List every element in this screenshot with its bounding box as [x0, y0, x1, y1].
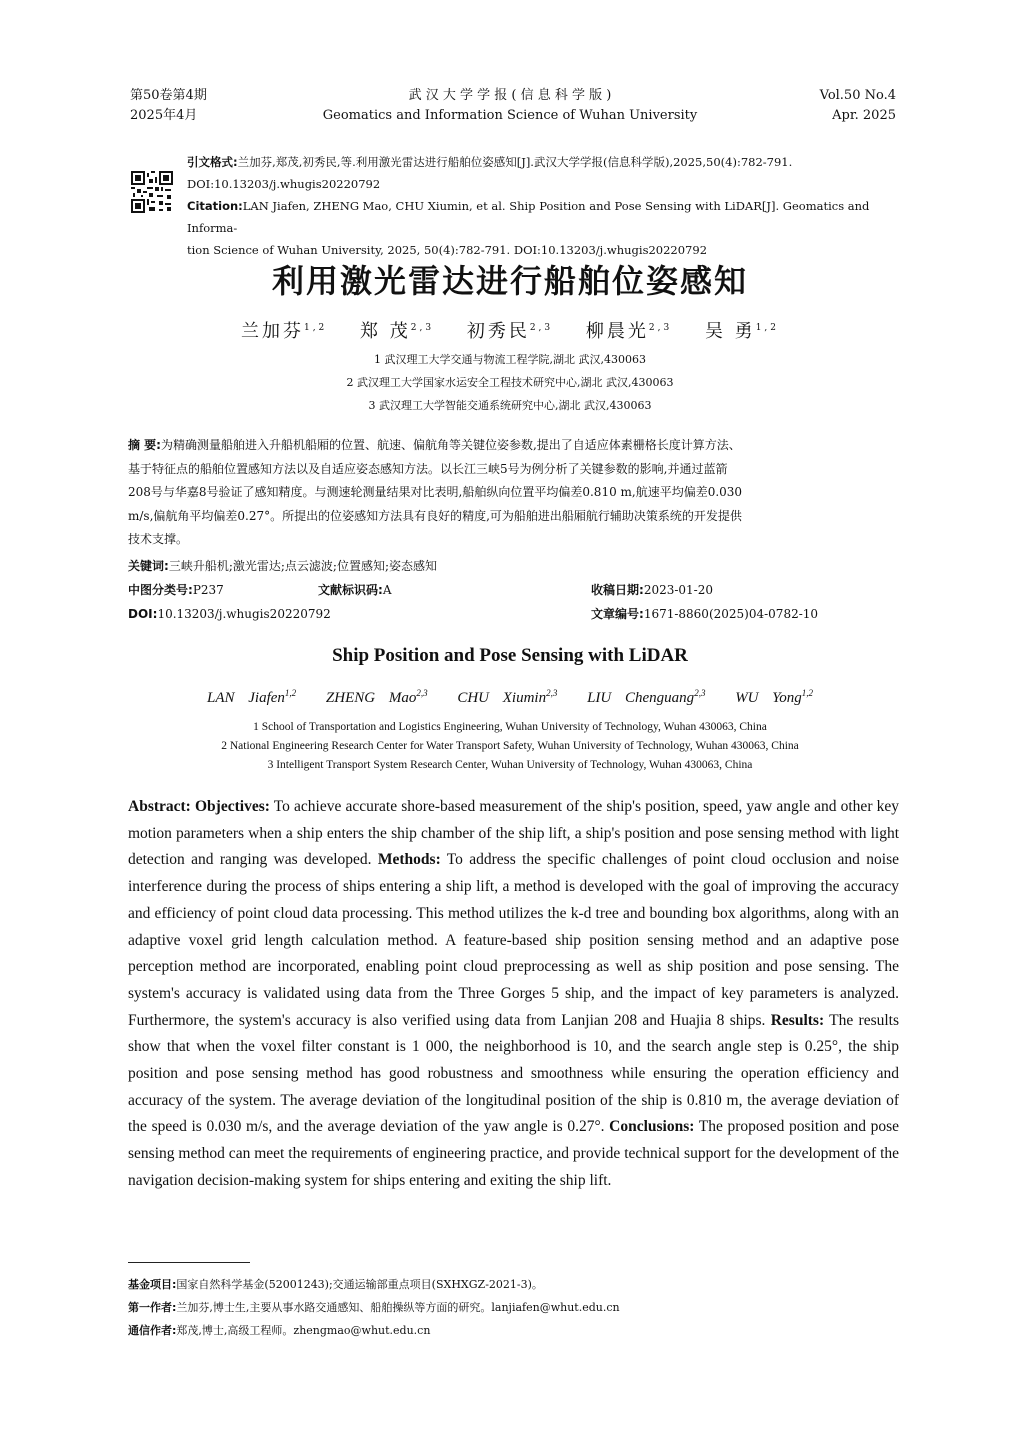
citation-cn-doi: DOI:10.13203/j.whugis20220792: [187, 177, 381, 191]
page-title-en: Ship Position and Pose Sensing with LiDAR: [332, 645, 688, 666]
author-en: WU Yong$^{1,2}$: [735, 688, 813, 706]
journal-en: Geomatics and Information Science of Wuhan University: [322, 108, 698, 123]
meta-row-1: [128, 579, 899, 603]
volume-en: Vol.50 No.4: [819, 88, 896, 103]
volume-cn: 第50卷第4期: [130, 88, 207, 103]
results-text: The results show that when the voxel filter constant is 1 000, the neighborhood is 10, and the search angle step is 0.25°, the ship position and pose sensing method has good robustness and smoothness while ensuring the operation efficiency and accuracy of the system. The average deviation of the longitudinal position of the ship is 0.810 m, the average deviation of the speed is 0.030 m/s, and the average deviation of the yaw angle is 0.27°.: [128, 1011, 899, 1136]
affiliation-cn: 1 武汉理工大学交通与物流工程学院,湖北 武汉,430063: [374, 353, 646, 366]
abstract-cn-line: 208号与华嘉8号验证了感知精度。与测速轮测量结果对比表明,船舶纵向位置平均偏差0.810 m,航速平均偏差0.030: [128, 485, 743, 499]
results-label: Results:: [770, 1011, 825, 1029]
footnote-funding: 基金项目:国家自然科学基金(52001243);交通运输部重点项目(SXHXGZ-2021-3)。: [128, 1278, 543, 1291]
header-center: [300, 86, 720, 126]
header-right: [700, 86, 896, 126]
author-cn: 兰加芬$^{1,2}$: [240, 321, 328, 342]
abstract-cn-line: 技术支撑。: [128, 532, 189, 546]
affiliation-en: 1 School of Transportation and Logistics Engineering, Wuhan University of Technology, Wuhan 430063, China: [253, 721, 767, 733]
affiliation-en: 2 National Engineering Research Center for Water Transport Safety, Wuhan University of Technology, Wuhan 430063, China: [221, 740, 799, 752]
footnote-divider: [128, 1262, 250, 1263]
conclusions-text: The proposed position and pose sensing method can meet the requirements of engineering practice, and provide technical support for the development of the navigation decision-making system for ships entering and exiting the ship lift.: [128, 1118, 899, 1189]
methods-label: Methods:: [377, 851, 441, 869]
keywords-label: 关键词:: [128, 559, 169, 573]
abstract-en: [128, 794, 899, 1195]
authors-cn: [0, 317, 1020, 343]
citation-block: [187, 151, 899, 261]
footnote-corresponding: 通信作者:郑茂,博士,高级工程师。zhengmao@whut.edu.cn: [128, 1324, 431, 1337]
citation-cn-label: 引文格式:: [187, 155, 238, 169]
keywords-text: 三峡升船机;激光雷达;点云滤波;位置感知;姿态感知: [168, 559, 437, 573]
author-cn: 柳晨光$^{2,3}$: [585, 321, 673, 342]
abstract-cn: [128, 434, 899, 552]
doi: DOI:10.13203/j.whugis20220792: [128, 607, 331, 621]
footnotes: [128, 1273, 899, 1342]
authors-en: [0, 690, 1020, 707]
abstract-cn-line: m/s,偏航角平均偏差0.27°。所提出的位姿感知方法具有良好的精度,可为船舶进出船厢航行辅助决策系统的开发提供: [128, 508, 742, 523]
author-en: CHU Xiumin$^{2,3}$: [457, 688, 558, 706]
clc: 中图分类号:P237: [128, 583, 224, 597]
citation-en-line1: LAN Jiafen, ZHENG Mao, CHU Xiumin, et al. Ship Position and Pose Sensing with LiDAR[J]. Geomatics and Informa-: [187, 199, 870, 235]
affiliation-cn: 2 武汉理工大学国家水运安全工程技术研究中心,湖北 武汉,430063: [346, 376, 674, 389]
keywords-cn: [128, 555, 899, 578]
affiliations-en: [0, 718, 1020, 775]
received-date: 收稿日期:2023-01-20: [591, 583, 713, 597]
methods-text: To address the specific challenges of point cloud occlusion and noise interference during the process of ships entering a ship lift, a method is developed with the goal of improving the accuracy and efficiency of point cloud data processing. This method utilizes the k-d tree and bounding box algorithms, along with an adaptive voxel grid length calculation method. A feature-based ship position sensing method and an adaptive pose perception method are incorporated, enabling point cloud preprocessing as well as ship position and pose sensing. The system's accuracy is validated using data from the Three Gorges 5 ship, and the impact of key parameters is analyzed. Furthermore, the system's accuracy is also verified using data from Lanjian 208 and Huajia 8 ships.: [128, 851, 899, 1029]
objectives-text: To achieve accurate shore-based measurement of the ship's position, speed, yaw angle and other key motion parameters when a ship enters the ship chamber of the ship lift, a ship's position and pose sensing method with light detection and ranging was developed.: [128, 798, 899, 869]
abstract-cn-label: 摘 要:: [128, 438, 161, 452]
affiliations-cn: [0, 348, 1020, 417]
author-en: LIU Chenguang$^{2,3}$: [587, 688, 706, 706]
citation-en-label: Citation:: [187, 199, 243, 213]
citation-cn-text: 兰加芬,郑茂,初秀民,等.利用激光雷达进行船舶位姿感知[J].武汉大学学报(信息科学版),2025,50(4):782-791.: [237, 155, 793, 169]
doc-code: 文献标识码:A: [318, 583, 392, 597]
abstract-cn-line: 摘 要:为精确测量船舶进入升船机船厢的位置、航速、偏航角等关键位姿参数,提出了自适应体素栅格长度计算方法、: [128, 438, 741, 452]
date-cn: 2025年4月: [130, 108, 198, 123]
meta-row-2: [128, 603, 899, 627]
footnote-first-author: 第一作者:兰加芬,博士生,主要从事水路交通感知、船舶操纵等方面的研究。lanjiafen@whut.edu.cn: [128, 1301, 620, 1314]
author-cn: 郑 茂$^{2,3}$: [360, 321, 435, 342]
author-en: LAN Jiafen$^{1,2}$: [207, 688, 297, 706]
journal-cn: 武 汉 大 学 学 报 ( 信 息 科 学 版 ): [408, 88, 612, 103]
affiliation-en: 3 Intelligent Transport System Research Center, Wuhan University of Technology, Wuhan 430063, China: [267, 759, 753, 771]
abstract-en-label: Abstract:: [128, 798, 191, 815]
citation-en-line2: tion Science of Wuhan University, 2025, 50(4):782-791. DOI:10.13203/j.whugis20220792: [187, 243, 708, 257]
affiliation-cn: 3 武汉理工大学智能交通系统研究中心,湖北 武汉,430063: [368, 399, 652, 412]
article-number: 文章编号:1671-8860(2025)04-0782-10: [591, 607, 819, 621]
qr-code-icon: [131, 171, 173, 213]
citation-cn: [187, 151, 899, 173]
author-cn: 初秀民$^{2,3}$: [466, 321, 554, 342]
author-cn: 吴 勇$^{1,2}$: [704, 321, 780, 342]
date-en: Apr. 2025: [832, 108, 896, 123]
conclusions-label: Conclusions:: [609, 1118, 695, 1136]
abstract-cn-line: 基于特征点的船舶位置感知方法以及自适应姿态感知方法。以长江三峡5号为例分析了关键参数的影响,并通过蓝箭: [128, 461, 728, 476]
author-en: ZHENG Mao$^{2,3}$: [325, 688, 428, 706]
objectives-label: Objectives:: [195, 798, 270, 815]
citation-en: [187, 195, 899, 239]
page-title-cn: 利用激光雷达进行船舶位姿感知: [271, 262, 748, 300]
